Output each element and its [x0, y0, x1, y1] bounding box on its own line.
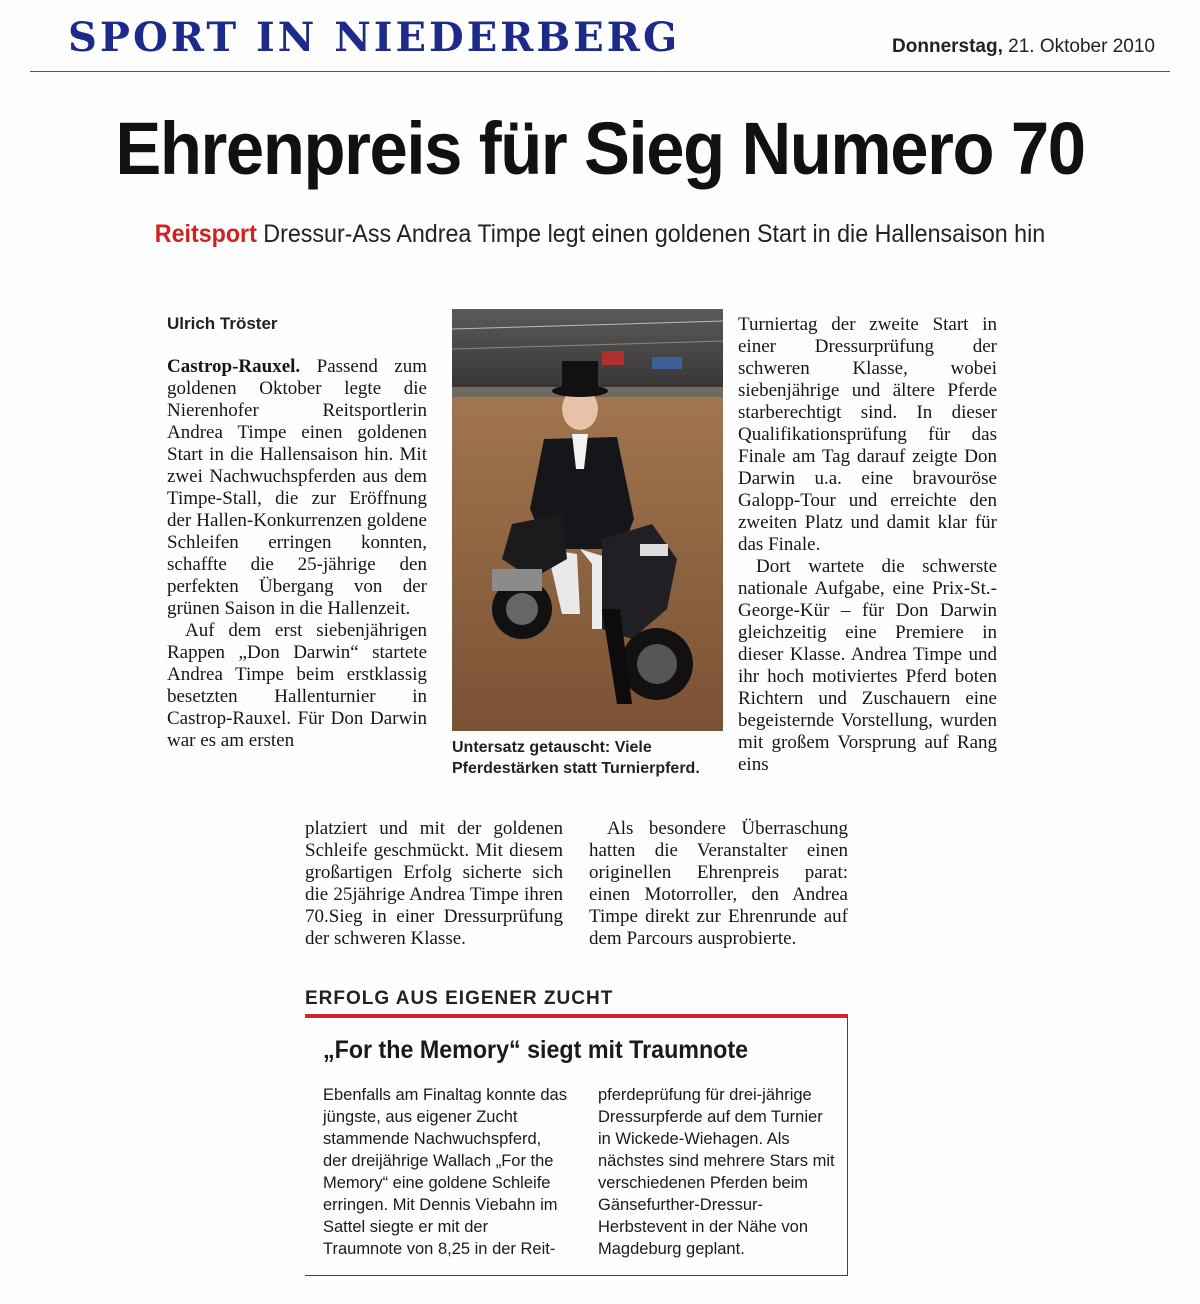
article-column-4 — [305, 818, 563, 950]
box-section-title: ERFOLG AUS EIGENER ZUCHT — [305, 988, 614, 1009]
paragraph-text: Passend zum goldenen Oktober legte die Nierenhofer Reitsportlerin Andrea Timpe einen goldenen Start in die Hallensaison hin. Mit zwei Nachwuchspferden aus dem Timpe-Stall, die zur Eröffnung der Hallen-Konkurrenzen goldene Schleifen erringen konnten, schaffte die 25-jährige den perfekten Übergang von der grünen Saison in die Hallenzeit. — [167, 356, 427, 619]
kicker-label: Reitsport — [154, 220, 257, 248]
paragraph: Auf dem erst siebenjährigen Rappen „Don Darwin“ startete Andrea Timpe beim erstklassig besetzten Hallenturnier in Castrop-Rauxel. Für Don Darwin war es am ersten — [167, 620, 427, 751]
article-headline: Ehrenpreis für Sieg Numero 70 — [115, 107, 1085, 190]
header-divider — [30, 71, 1170, 72]
article-subheadline — [42, 220, 1158, 249]
date-weekday: Donnerstag, — [892, 36, 1003, 57]
date-text: 21. Oktober 2010 — [1008, 36, 1155, 57]
article-photo — [452, 309, 723, 731]
article-column-3 — [738, 314, 997, 776]
publication-date — [892, 36, 1155, 58]
box-column-1 — [323, 1084, 568, 1260]
paragraph: pferdeprüfung für drei-jährige Dressurpferde auf dem Turnier in Wickede-Wiehagen. Als nächstes sind mehrere Stars mit verschiedenen Pferden beim Gänsefurther-Dressur-Herbstevent in der Nähe von Magdeburg geplant. — [598, 1086, 835, 1258]
photo-scooter-rider — [452, 309, 723, 731]
paragraph: Ebenfalls am Finaltag konnte das jüngste, aus eigener Zucht stammende Nachwuchspferd, der dreijährige Wallach „For the Memory“ eine goldene Schleife erringen. Mit Dennis Viebahn im Sattel siegte er mit der Traumnote von 8,25 in der Reit- — [323, 1086, 567, 1258]
box-column-2 — [598, 1084, 836, 1260]
paragraph: Dort wartete die schwerste nationale Aufgabe, eine Prix-St.-George-Kür – für Don Darwin gleichzeitig eine Premiere in dieser Klasse. Andrea Timpe und ihr hoch motiviertes Pferd boten Richtern und Zuschauern eine begeisternde Vorstellung, wurden mit großem Vorsprung auf Rang eins — [738, 556, 997, 775]
article-column-1 — [167, 356, 427, 752]
dateline: Castrop-Rauxel. — [167, 356, 301, 377]
author-byline: Ulrich Tröster — [167, 314, 278, 333]
paragraph: Turniertag der zweite Start in einer Dressurprüfung der schweren Klasse, wobei siebenjährige und ältere Pferde starberechtigt sind. In dieser Qualifikationsprüfung für das Finale am Tag darauf zeigte Don Darwin u.a. eine bravouröse Galopp-Tour und erreichte den zweiten Platz und damit klar für das Finale. — [738, 314, 997, 555]
box-headline: „For the Memory“ siegt mit Traumnote — [323, 1036, 749, 1064]
photo-caption: Untersatz getauscht: Viele Pferdestärken statt Turnierpferd. — [452, 739, 700, 777]
article-column-5 — [589, 818, 848, 950]
subheadline-text: Dressur-Ass Andrea Timpe legt einen goldenen Start in die Hallensaison hin — [263, 220, 1046, 248]
paragraph: Als besondere Überraschung hatten die Veranstalter einen originellen Ehrenpreis parat: einen Motorroller, den Andrea Timpe direkt zur Ehrenrunde auf dem Parcours ausprobierte. — [589, 818, 848, 949]
paragraph — [167, 356, 427, 620]
paragraph: platziert und mit der goldenen Schleife geschmückt. Mit diesem großartigen Erfolg sicherte sich die 25jährige Andrea Timpe ihren 70.Sieg in einer Dressurprüfung der schweren Klasse. — [305, 818, 563, 949]
section-masthead: SPORT IN NIEDERBERG — [68, 14, 681, 61]
